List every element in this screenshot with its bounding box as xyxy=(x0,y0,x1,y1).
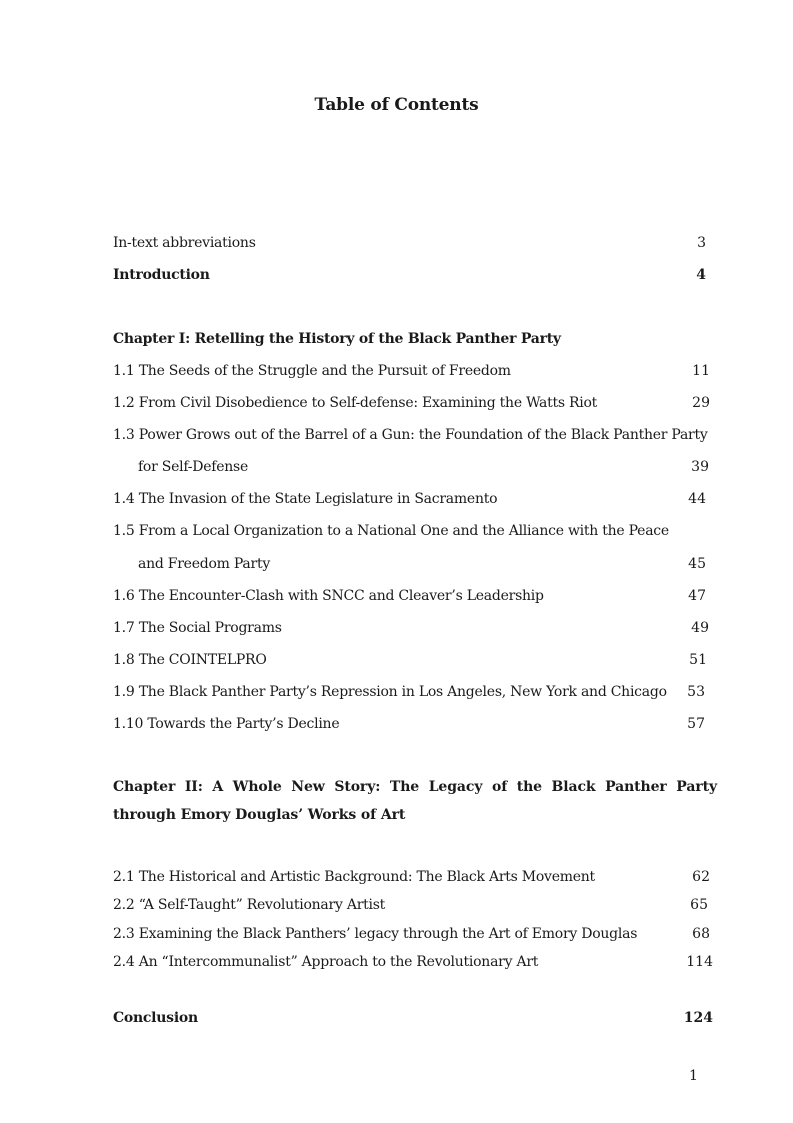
toc-entry-page: 11 xyxy=(692,363,710,379)
toc-entry-page: 51 xyxy=(689,652,707,668)
toc-entry-page: 53 xyxy=(687,684,705,700)
toc-entry-page: 44 xyxy=(688,491,706,507)
toc-entry-introduction xyxy=(113,265,713,285)
toc-entry-label: 1.5 From a Local Organization to a National One and the Alliance with the Peace xyxy=(113,523,669,539)
toc-entry-label: 1.7 The Social Programs xyxy=(113,620,282,636)
toc-entry-1-4 xyxy=(113,489,713,509)
toc-entry-label: 2.2 “A Self-Taught” Revolutionary Artist xyxy=(113,897,386,913)
page-title: Table of Contents xyxy=(314,95,479,115)
toc-chapter-2-heading: Chapter II: A Whole New Story: The Legacy of the Black Panther Party through Emory Douglas’ Works of Art xyxy=(113,779,717,823)
toc-entry-label: 1.10 Towards the Party’s Decline xyxy=(113,716,340,732)
toc-entry-1-5-continued xyxy=(113,554,713,574)
toc-entry-label: Conclusion xyxy=(113,1010,198,1026)
toc-entry-page: 62 xyxy=(692,869,710,885)
toc-entry-page: 114 xyxy=(686,954,713,970)
toc-entry-label: 1.1 The Seeds of the Struggle and the Pursuit of Freedom xyxy=(113,363,511,379)
toc-entry-label: 1.8 The COINTELPRO xyxy=(113,652,267,668)
toc-entry-1-3 xyxy=(113,425,713,445)
toc-entry-page: 45 xyxy=(688,556,706,572)
toc-entry-2-3 xyxy=(113,924,713,944)
toc-entry-page: 47 xyxy=(688,588,706,604)
toc-entry-label: Chapter I: Retelling the History of the Black Panther Party xyxy=(113,331,561,347)
toc-entry-1-5 xyxy=(113,521,713,541)
toc-entry-2-1 xyxy=(113,867,713,887)
toc-entry-1-1 xyxy=(113,361,713,381)
toc-entry-label: and Freedom Party xyxy=(138,556,270,572)
toc-entry-label: 1.3 Power Grows out of the Barrel of a Gun: the Foundation of the Black Panther Party xyxy=(113,427,708,443)
toc-chapter-1-heading xyxy=(113,329,713,349)
toc-entry-label: for Self-Defense xyxy=(138,459,248,475)
toc-entry-label: In-text abbreviations xyxy=(113,235,256,251)
toc-entry-label: 1.6 The Encounter-Clash with SNCC and Cleaver’s Leadership xyxy=(113,588,544,604)
toc-entry-page: 65 xyxy=(690,897,708,913)
toc-entry-conclusion xyxy=(113,1008,713,1028)
toc-entry-1-2 xyxy=(113,393,713,413)
toc-entry-label: 1.9 The Black Panther Party’s Repression in Los Angeles, New York and Chicago xyxy=(113,684,667,700)
toc-entry-1-9 xyxy=(113,682,713,702)
toc-entry-2-2 xyxy=(113,895,713,915)
toc-entry-2-4 xyxy=(113,952,713,972)
toc-entry-label: 1.4 The Invasion of the State Legislature in Sacramento xyxy=(113,491,498,507)
toc-entry-1-6 xyxy=(113,586,713,606)
toc-entry-page: 39 xyxy=(691,459,709,475)
toc-entry-page: 4 xyxy=(696,267,706,283)
toc-entry-label: 2.3 Examining the Black Panthers’ legacy through the Art of Emory Douglas xyxy=(113,926,638,942)
page-number: 1 xyxy=(689,1068,698,1084)
toc-entry-1-10 xyxy=(113,714,713,734)
toc-entry-page: 29 xyxy=(692,395,710,411)
toc-entry-label: 2.1 The Historical and Artistic Background: The Black Arts Movement xyxy=(113,869,595,885)
toc-entry-page: 68 xyxy=(692,926,710,942)
toc-entry-label: 2.4 An “Intercommunalist” Approach to the Revolutionary Art xyxy=(113,954,539,970)
toc-entry-label: Introduction xyxy=(113,267,210,283)
toc-entry-label: 1.2 From Civil Disobedience to Self-defense: Examining the Watts Riot xyxy=(113,395,598,411)
toc-entry-page: 124 xyxy=(683,1010,713,1026)
toc-entry-1-8 xyxy=(113,650,713,670)
toc-entry-1-3-continued xyxy=(113,457,713,477)
toc-entry-abbreviations xyxy=(113,233,713,253)
toc-entry-page: 49 xyxy=(691,620,709,636)
toc-entry-page: 3 xyxy=(697,235,706,251)
toc-entry-page: 57 xyxy=(687,716,705,732)
toc-entry-1-7 xyxy=(113,618,713,638)
